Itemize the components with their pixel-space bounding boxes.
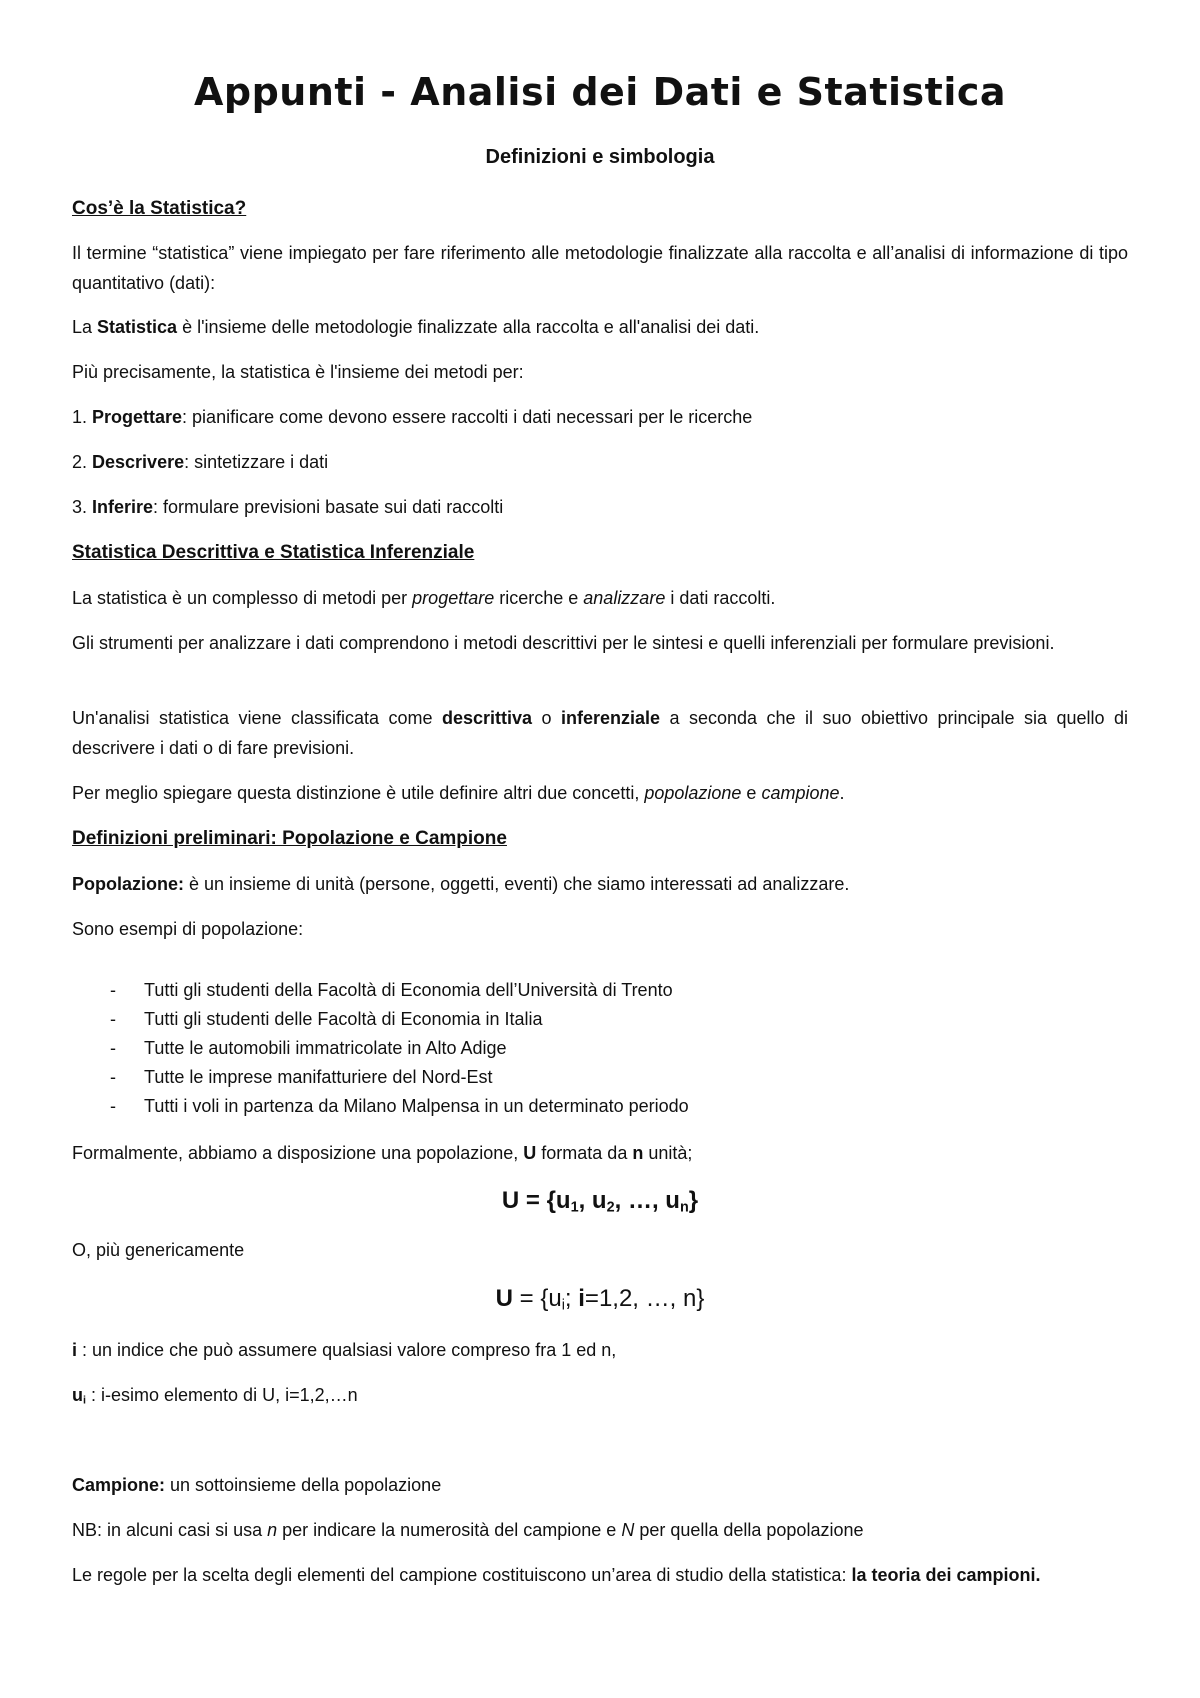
paragraph-elemento-ui: $u_i$ : i-esimo elemento di U, i=1,2,…n xyxy=(72,1385,358,1407)
paragraph-complesso-metodi: La statistica è un complesso di metodi per progettare ricerche e analizzare i dati raccolti. xyxy=(72,588,776,608)
bullet-dash: - xyxy=(110,1038,116,1058)
bullet-dash: - xyxy=(110,1096,116,1116)
paragraph-analisi-statistica: Un'analisi statistica viene classificata come descrittiva o inferenziale a seconda che il suo obiettivo principale sia quello di descrivere i dati o di fare previsioni. xyxy=(72,708,1129,758)
paragraph-distinzione: Per meglio spiegare questa distinzione è utile definire altri due concetti, popolazione e campione. xyxy=(72,783,845,803)
list-item: - Tutti gli studenti delle Facoltà di Economia in Italia xyxy=(72,1005,1128,1034)
paragraph-termine-statistica: Il termine “statistica” viene impiegato per fare riferimento alle metodologie finalizzate alla raccolta e all’analisi di informazione di tipo quantitativo (dati): xyxy=(72,243,1128,293)
paragraph-indice-i: i : un indice che può assumere qualsiasi valore compreso fra 1 ed n, xyxy=(72,1340,617,1360)
page-subtitle: Definizioni e simbologia xyxy=(485,146,715,168)
page-title: Appunti - Analisi dei Dati e Statistica xyxy=(193,70,1007,114)
bullet-dash: - xyxy=(110,1009,116,1029)
section-heading-statistica: Cos’è la Statistica? xyxy=(72,198,247,219)
paragraph-piu-genericamente: O, più genericamente xyxy=(72,1240,245,1260)
list-item-descrivere: 2. Descrivere: sintetizzare i dati xyxy=(72,452,329,472)
bullet-dash: - xyxy=(110,1067,116,1087)
paragraph-strumenti: Gli strumenti per analizzare i dati comprendono i metodi descrittivi per le sintesi e quelli inferenziali per formulare previsioni. xyxy=(72,633,1055,653)
formula-popolazione: $U = \{u_1$, $u_2$, …, $u_n$} xyxy=(501,1187,699,1216)
list-item: - Tutte le automobili immatricolate in Alto Adige xyxy=(72,1034,1128,1063)
formula-popolazione-generica: $U = \{u_i$; i=1,2, …, n} xyxy=(495,1285,705,1314)
paragraph-esempi-popolazione: Sono esempi di popolazione: xyxy=(72,919,304,939)
paragraph-popolazione: Popolazione: è un insieme di unità (persone, oggetti, eventi) che siamo interessati ad analizzare. xyxy=(72,874,850,894)
list-item-inferire: 3. Inferire: formulare previsioni basate sui dati raccolti xyxy=(72,497,504,517)
list-item: - Tutti i voli in partenza da Milano Malpensa in un determinato periodo xyxy=(72,1092,1128,1121)
paragraph-campione: Campione: un sottoinsieme della popolazione xyxy=(72,1475,442,1495)
paragraph-nota-bene: NB: in alcuni casi si usa n per indicare la numerosità del campione e N per quella della popolazione xyxy=(72,1520,864,1540)
paragraph-formalmente: Formalmente, abbiamo a disposizione una popolazione, U formata da n unità; xyxy=(72,1143,693,1163)
list-item: - Tutti gli studenti della Facoltà di Economia dell’Università di Trento xyxy=(72,976,1128,1005)
paragraph-definizione-statistica: La Statistica è l'insieme delle metodologie finalizzate alla raccolta e all'analisi dei dati. xyxy=(72,317,760,337)
list-item: - Tutte le imprese manifatturiere del Nord-Est xyxy=(72,1063,1128,1092)
paragraph-piu-precisamente: Più precisamente, la statistica è l'insieme dei metodi per: xyxy=(72,362,524,382)
bullet-dash: - xyxy=(110,980,116,1000)
section-heading-descrittiva-inferenziale: Statistica Descrittiva e Statistica Inferenziale xyxy=(72,542,475,563)
list-item-progettare: 1. Progettare: pianificare come devono essere raccolti i dati necessari per le ricerche xyxy=(72,407,753,427)
examples-list xyxy=(72,976,1128,1121)
paragraph-teoria-campioni: Le regole per la scelta degli elementi del campione costituiscono un’area di studio della statistica: la teoria dei campioni. xyxy=(72,1565,1041,1585)
section-heading-popolazione-campione: Definizioni preliminari: Popolazione e Campione xyxy=(72,828,507,849)
